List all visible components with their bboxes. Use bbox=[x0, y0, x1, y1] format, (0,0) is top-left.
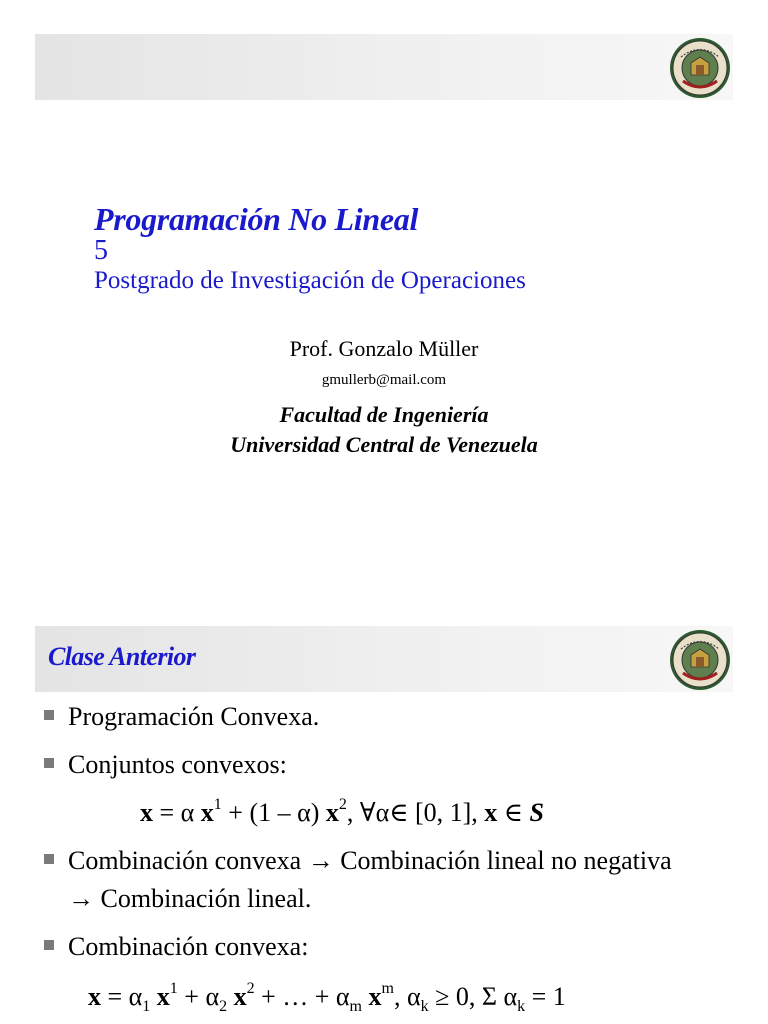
bullet-square-icon bbox=[44, 854, 54, 864]
convex-set-formula: x = α $x^1 + (1 - \alpha)$ $x^2$, ∀α∈ [0, 1], x ∈ S bbox=[140, 796, 545, 827]
bullet-square-icon bbox=[44, 940, 54, 950]
bullet-item: Combinación convexa: bbox=[44, 928, 308, 966]
convex-combination-formula: $x = \alpha_1$ $x^1 + \alpha_2$ $x^2$ + … + $\alpha_m$ $x^m$, $\alpha_k \ge 0$, Σ $\alpha_k = 1$ bbox=[88, 980, 566, 1015]
bullet-item: Programación Convexa. bbox=[44, 698, 319, 736]
university-seal-icon bbox=[669, 629, 731, 691]
professor-email: gmullerb@mail.com bbox=[321, 372, 447, 388]
slide1-title-block bbox=[94, 202, 526, 296]
slide2-header-bar bbox=[35, 626, 733, 692]
slide1-header-bar bbox=[35, 34, 733, 100]
university-name: Universidad Central de Venezuela bbox=[230, 432, 538, 457]
faculty-name: Facultad de Ingeniería bbox=[279, 402, 489, 427]
section-title: Clase Anterior bbox=[48, 642, 196, 671]
university-seal-icon bbox=[669, 37, 731, 99]
lecture-number: 5 bbox=[94, 235, 108, 266]
professor-name: Prof. Gonzalo Müller bbox=[289, 336, 479, 361]
bullet-square-icon bbox=[44, 758, 54, 768]
institution-block bbox=[0, 400, 768, 460]
bullet-square-icon bbox=[44, 710, 54, 720]
course-subtitle: Postgrado de Investigación de Operaciones bbox=[94, 267, 526, 294]
bullet-item: Conjuntos convexos: bbox=[44, 746, 287, 784]
slide-title: Programación No Lineal bbox=[94, 201, 419, 237]
bullet-item: Combinación convexa → Combinación lineal no negativa → Combinación lineal. bbox=[44, 842, 704, 918]
